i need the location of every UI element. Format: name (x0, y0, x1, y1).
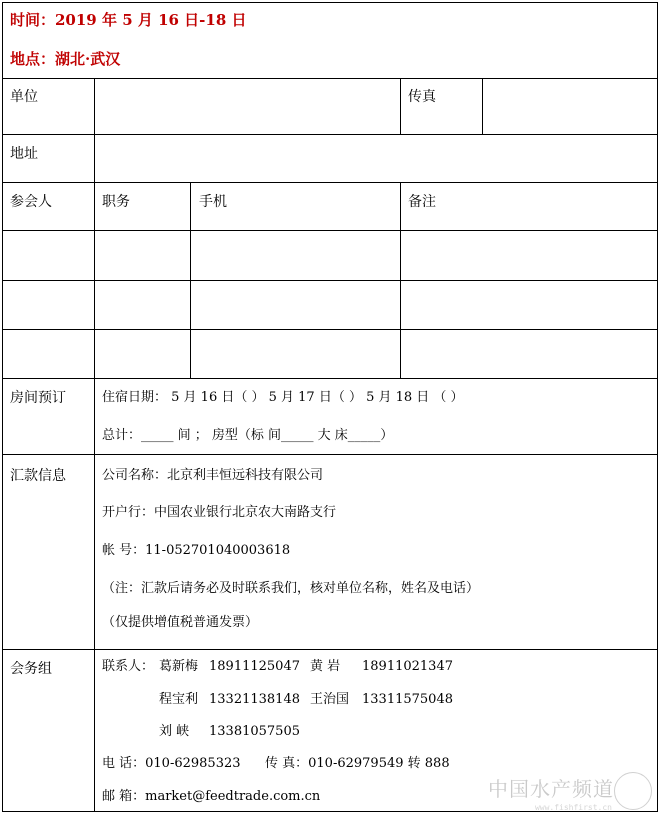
payment-bank: 开户行：中国农业银行北京农大南路支行 (102, 505, 337, 520)
contact-name: 程宝利 (159, 692, 199, 707)
watermark-text: 中国水产频道 (488, 777, 614, 801)
rule-attendee-3 (2, 378, 658, 379)
rule-unit (2, 134, 658, 135)
watermark-logo-icon (614, 772, 652, 810)
contact-phone: 13381057505 (209, 724, 300, 739)
contact-name: 黄 岩 (310, 659, 341, 674)
staff-phone: 电 话：010-62985323 (102, 756, 241, 771)
fax-label: 传真 (408, 89, 436, 105)
payment-account: 帐 号：11-052701040003618 (102, 543, 291, 558)
remark-label: 备注 (408, 194, 436, 210)
room-totals: 总计：_____ 间 ； 房型（标 间_____ 大 床_____） (102, 428, 394, 443)
rule-attendee-2 (2, 329, 658, 330)
staff-label: 会务组 (10, 661, 52, 677)
staff-email: 邮 箱：market@feedtrade.com.cn (102, 789, 321, 804)
contact-phone: 18911021347 (362, 659, 453, 674)
rule-payment (2, 649, 658, 650)
room-label: 房间预订 (10, 390, 66, 406)
rule-attendee-1 (2, 280, 658, 281)
position-label: 职务 (102, 194, 130, 210)
rule-attendee-head (2, 230, 658, 231)
payment-note: （注：汇款后请务必及时联系我们，核对单位名称，姓名及电话） (102, 581, 480, 596)
contact-name: 王治国 (310, 692, 350, 707)
rule-label-col (94, 78, 95, 812)
rule-address (2, 182, 658, 183)
staff-fax: 传 真：010-62979549 转 888 (265, 756, 450, 771)
payment-company: 公司名称：北京利丰恒远科技有限公司 (102, 468, 324, 483)
event-time: 时间：2019 年 5 月 16 日-18 日 (10, 11, 247, 29)
contact-phone: 18911125047 (209, 659, 300, 674)
contact-name: 刘 峡 (159, 724, 190, 739)
attendee-label: 参会人 (10, 194, 52, 210)
rule-fax-right (482, 78, 483, 134)
payment-label: 汇款信息 (10, 468, 66, 484)
payment-invoice: （仅提供增值税普通发票） (102, 615, 259, 630)
room-dates: 住宿日期： 5 月 16 日（ ） 5 月 17 日（ ） 5 月 18 日 （ ） (102, 390, 464, 405)
rule-fax-left (400, 78, 401, 134)
address-label: 地址 (10, 146, 38, 162)
contact-phone: 13321138148 (209, 692, 300, 707)
rule-position-col (190, 182, 191, 378)
contact-prefix: 联系人： (102, 659, 155, 674)
event-place: 地点：湖北·武汉 (10, 50, 121, 68)
contact-name: 葛新梅 (159, 659, 199, 674)
rule-header (2, 78, 658, 79)
watermark-url: www.fishfirst.cn (534, 803, 612, 812)
mobile-label: 手机 (199, 194, 227, 210)
contact-phone: 13311575048 (362, 692, 453, 707)
rule-remark-col (400, 182, 401, 378)
rule-room (2, 454, 658, 455)
unit-label: 单位 (10, 89, 38, 105)
